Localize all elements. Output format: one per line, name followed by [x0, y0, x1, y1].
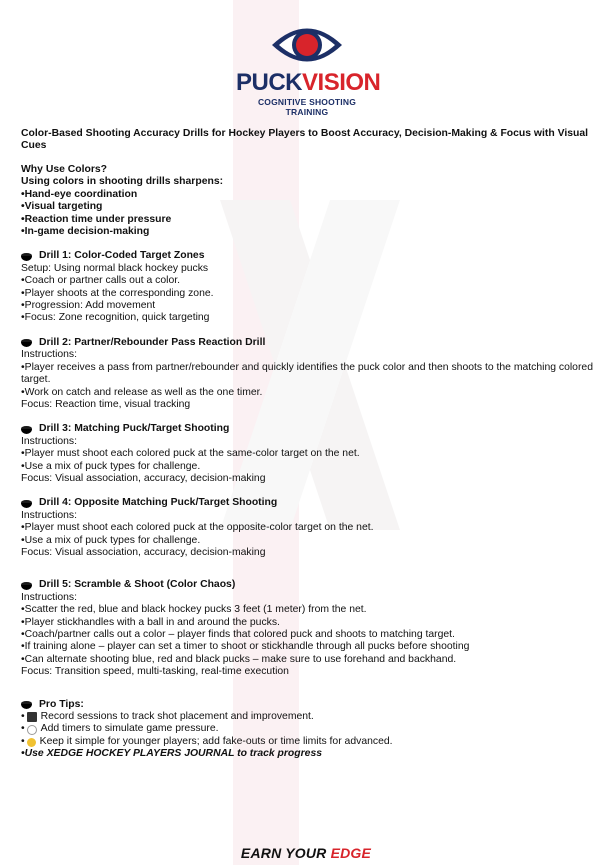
drill-line: •Player must shoot each colored puck at the opposite-color target on the net.: [21, 522, 374, 534]
hockey-puck-icon: [21, 339, 32, 347]
stopwatch-icon: [27, 725, 37, 735]
graduation-cap-icon: [27, 712, 37, 722]
drill-line: Instructions:: [21, 435, 78, 447]
why-intro: Using colors in shooting drills sharpens:: [21, 176, 224, 188]
hockey-puck-icon: [21, 253, 32, 261]
drill-4-heading: [21, 497, 595, 509]
tip-text: Keep it simple for younger players; add fake-outs or time limits for advanced.: [39, 735, 393, 747]
drill-line: •Player shoots at the corresponding zone.: [21, 287, 214, 299]
brand-puck: PUCK: [236, 69, 303, 96]
drill-line: •Progression: Add movement: [21, 300, 156, 312]
drill-5-heading: [21, 579, 595, 591]
drill-2-heading: [21, 337, 595, 349]
drill-line: Focus: Reaction time, visual tracking: [21, 398, 191, 410]
drill-line: •Coach/partner calls out a color – player finds that colored puck and shoots to matching target.: [21, 629, 455, 640]
pro-tips-heading: [21, 699, 595, 711]
why-point: •Visual targeting: [21, 201, 103, 213]
drill-line: •Use a mix of puck types for challenge.: [21, 534, 201, 546]
brand-name: [236, 69, 381, 96]
hockey-puck-icon: [21, 426, 32, 434]
drill-line: •Scatter the red, blue and black hockey pucks 3 feet (1 meter) from the net.: [21, 604, 367, 616]
drill-line: Instructions:: [21, 509, 78, 521]
why-heading: Why Use Colors?: [21, 164, 108, 175]
hockey-puck-icon: [21, 582, 32, 590]
drill-line: •If training alone – player can set a timer to shoot or stickhandle through all pucks before shooting: [21, 641, 470, 653]
brand-tagline: COGNITIVE SHOOTING TRAINING: [257, 97, 357, 117]
drill-line: •Coach or partner calls out a color.: [21, 275, 180, 287]
document-title: Color-Based Shooting Accuracy Drills for Hockey Players to Boost Accuracy, Decision-Making & Focus with Visual Cues: [21, 128, 589, 151]
journal-line: •Use XEDGE HOCKEY PLAYERS JOURNAL to track progress: [21, 748, 323, 760]
tip-item: • Keep it simple for younger players; add fake-outs or time limits for advanced.: [21, 735, 393, 747]
drill-line: •Player stickhandles with a ball in and around the pucks.: [21, 616, 280, 628]
drill-5-title: Drill 5: Scramble & Shoot (Color Chaos): [39, 579, 236, 591]
pro-tips-title: Pro Tips:: [39, 698, 84, 710]
tip-item: • Add timers to simulate game pressure.: [21, 723, 219, 735]
drill-line: Instructions:: [21, 591, 78, 603]
footer-edge: EDGE: [330, 845, 372, 861]
drill-line: •Work on catch and release as well as the one timer.: [21, 386, 263, 398]
why-point: •Hand-eye coordination: [21, 188, 138, 200]
tip-text: Record sessions to track shot placement and improvement.: [40, 711, 314, 723]
drill-line: Instructions:: [21, 349, 78, 361]
hockey-puck-icon: [21, 701, 32, 709]
smiley-icon: [27, 738, 36, 747]
drill-line: •Player must shoot each colored puck at the same-color target on the net.: [21, 448, 360, 460]
brand-vision: VISION: [302, 69, 381, 96]
drill-1-title: Drill 1: Color-Coded Target Zones: [39, 250, 205, 262]
drill-2-title: Drill 2: Partner/Rebounder Pass Reaction Drill: [39, 336, 266, 348]
drill-line: •Use a mix of puck types for challenge.: [21, 460, 201, 472]
drill-1-heading: [21, 250, 595, 262]
drill-line: Focus: Visual association, accuracy, decision-making: [21, 546, 266, 558]
drill-line: Focus: Transition speed, multi-tasking, real-time execution: [21, 666, 289, 678]
why-point: •In-game decision-making: [21, 226, 150, 238]
footer-left: EARN YOUR: [240, 845, 331, 861]
drill-4-title: Drill 4: Opposite Matching Puck/Target Shooting: [39, 497, 278, 509]
drill-line: •Focus: Zone recognition, quick targeting: [21, 312, 210, 324]
drill-line: •Can alternate shooting blue, red and black pucks – make sure to use forehand and backhand.: [21, 653, 457, 665]
drill-line: •Player receives a pass from partner/rebounder and quickly identifies the puck color and then shoots to the matching colored target.: [21, 361, 593, 386]
drill-3-title: Drill 3: Matching Puck/Target Shooting: [39, 423, 230, 435]
drill-line: Focus: Visual association, accuracy, decision-making: [21, 472, 266, 484]
why-point: •Reaction time under pressure: [21, 213, 172, 225]
drill-3-heading: [21, 423, 595, 435]
tip-item: • Record sessions to track shot placement and improvement.: [21, 711, 314, 723]
tip-text: Add timers to simulate game pressure.: [40, 723, 219, 735]
drill-line: Setup: Using normal black hockey pucks: [21, 262, 209, 274]
footer-slogan: [0, 845, 612, 861]
hockey-puck-icon: [21, 500, 32, 508]
eye-logo-icon: [270, 22, 344, 68]
document-body: [21, 128, 595, 761]
